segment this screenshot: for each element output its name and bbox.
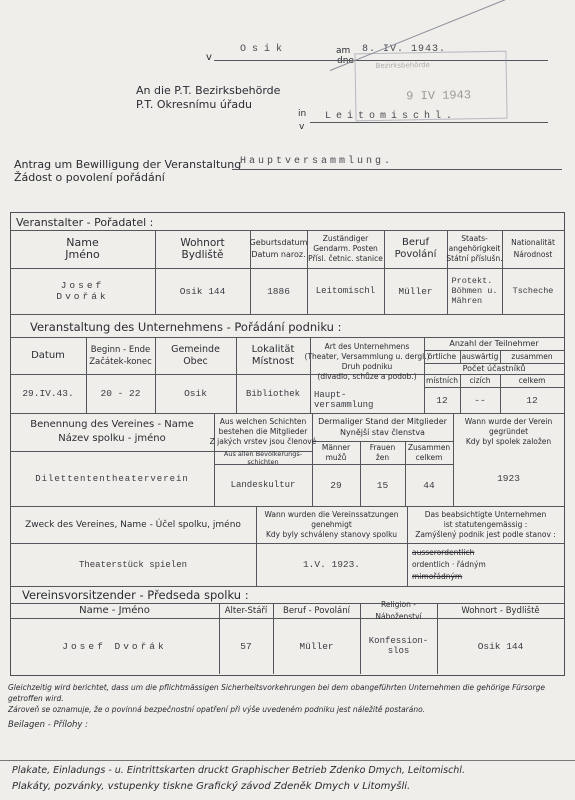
organizer-nation: Tscheche — [512, 286, 554, 296]
event-art: Haupt- versammlung — [314, 390, 374, 410]
club-manner-header: Männer mužů — [321, 442, 351, 462]
organizer-staat: Protekt. Böhmen u. Mähren — [451, 276, 498, 306]
place-prefix: v — [206, 52, 212, 63]
event-pocet-header: Počet účastníků — [462, 363, 526, 373]
city-rule — [310, 122, 548, 123]
club-satzungen: 1.V. 1923. — [302, 559, 360, 570]
club-zus-header: Zusammen celkem — [407, 442, 451, 462]
event-datum-header: Datum — [31, 349, 65, 361]
printer-cz: Plakáty, pozvánky, vstupenky tiskne Grafický závod Zdeněk Dmych v Litomyšli. — [12, 781, 411, 792]
organizer-wohnort: Osik 144 — [179, 285, 226, 297]
chairman-name: Josef Dvořák — [62, 640, 167, 652]
event-gemeinde-header: Gemeinde Obec — [171, 343, 220, 367]
event-lokalitat-header: Lokalität Místnost — [251, 343, 295, 367]
club-schichten-header: Aus welchen Schichten bestehen die Mitglieder Z jakých vrstev jsou členové — [209, 417, 317, 446]
date-prefix-cz: dne — [337, 56, 354, 66]
event-art-header: Art des Unternehmens (Theater, Versammlung u. dergl.) Druh podniku (divadlo, schůze a podob.) — [304, 342, 430, 381]
club-satzungen-header: Wann wurden die Vereinssatzungen genehmigt Kdy byly schváleny stanovy spolku — [264, 509, 399, 539]
organizer-gendarm-header: Zuständiger Gendarm. Posten Přísl. četnic. stanice — [308, 234, 383, 263]
chairman-alter: 57 — [240, 640, 252, 652]
club-manner: 29 — [330, 479, 342, 491]
chairman-wohnort: Osik 144 — [477, 640, 524, 652]
chairman-alter-header: Alter-Stáří — [224, 605, 268, 616]
club-frauen-header: Frauen žen — [369, 442, 396, 462]
chairman-religion-header: Religion - Náboženství — [375, 599, 422, 621]
office-stamp: Bezirksbehörde 9 IV 1943 — [354, 51, 507, 122]
request-value: Hauptversammlung. — [240, 156, 394, 167]
chairman-title: Vereinsvorsitzender - Předseda spolku : — [22, 588, 249, 602]
club-gegrundet-header: Wann wurde der Verein gegründet Kdy byl spolek založen — [464, 417, 553, 446]
event-ortlich-header: örtliche — [427, 351, 457, 361]
organizer-gendarm: Leitomischl — [315, 286, 376, 296]
date-value: 8. IV. 1943. — [362, 44, 447, 55]
organizer-beruf-header: Beruf Povolání — [394, 237, 437, 260]
chairman-beruf: Müller — [299, 640, 334, 652]
club-frauen: 15 — [376, 479, 389, 491]
club-zweck-header: Zweck des Vereines, Name - Účel spolku, jméno — [25, 519, 241, 530]
club-stand-header: Dermaliger Stand der Mitglieder Nynější stav členstva — [318, 417, 447, 437]
stamp-date: 9 IV 1943 — [406, 88, 472, 104]
event-datum: 29.IV.43. — [22, 388, 74, 399]
in-prefix-cz: v — [299, 122, 305, 132]
event-beginn-header: Beginn - Ende Začátek-konec — [89, 344, 152, 367]
club-option-ausserordentlich: ausserordentlich — [412, 548, 475, 557]
event-beginn: 20 - 22 — [100, 388, 141, 399]
chairman-wohnort-header: Wohnort - Bydliště — [461, 605, 540, 616]
event-zusammen-header: zusammen — [511, 351, 553, 361]
organizer-nation-header: Nationalität Národnost — [511, 238, 555, 259]
in-prefix: in — [298, 109, 307, 119]
organizer-staat-header: Staats- angehörigkeit Státní příslušn. — [446, 234, 503, 263]
club-bevolk-header: Aus allen Bevölkerungs- schichten — [223, 449, 303, 466]
event-mistni-header: místních — [426, 375, 458, 385]
club-option-mimoradnym: mimořádným — [412, 572, 463, 581]
event-anzahl-header: Anzahl der Teilnehmer — [449, 338, 539, 348]
event-auswartig-header: auswärtig — [461, 351, 499, 361]
event-gemeinde: Osik — [184, 388, 207, 399]
club-gegrundet: 1923 — [497, 473, 520, 484]
club-name-header: Benennung des Vereines - Name Název spolku - jméno — [30, 419, 194, 444]
club-zweck: Theaterstück spielen — [78, 559, 188, 570]
request-label-de: Antrag um Bewilligung der Veranstaltung — [14, 158, 242, 171]
place-value: Osik — [240, 44, 289, 55]
beilagen-label: Beilagen - Přílohy : — [8, 720, 89, 730]
club-option-ordentlich: ordentlich · řádným — [412, 560, 486, 569]
safety-note-de: Gleichzeitig wird berichtet, dass um die pflichtmässigen Sicherheitsvorkehrungen bei dem obangeführten Unternehmen die gehörige Fürsorge getroffen wird. — [8, 683, 545, 703]
club-statut-header: Das beabsichtigte Unternehmen ist statutengemässig : Zamýšlený podnik jest podle stanov : — [415, 509, 556, 539]
event-cizich-header: cizích — [469, 375, 491, 385]
organizer-name-header: Name Jméno — [65, 236, 100, 261]
organizer-geburt-header: Geburtsdatum Datum naroz. — [249, 238, 308, 259]
event-ortlich: 12 — [436, 394, 448, 406]
event-celkem-header: celkem — [518, 375, 546, 385]
event-title: Veranstaltung des Unternehmens - Pořádání podniku : — [30, 320, 342, 334]
event-zusammen: 12 — [526, 394, 538, 406]
addressee-de: An die P.T. Bezirksbehörde — [136, 84, 281, 97]
organizer-name: Josef Dvořák — [56, 280, 109, 302]
event-lokalitat: Bibliothek — [245, 388, 300, 399]
chairman-beruf-header: Beruf - Povolání — [283, 605, 350, 616]
date-prefix: am — [336, 46, 351, 56]
chairman-religion: Konfession- slos — [368, 636, 429, 656]
chairman-name-header: Name - Jméno — [79, 604, 150, 616]
organizer-beruf: Müller — [398, 285, 433, 297]
organizer-title: Veranstalter - Pořadatel : — [16, 216, 154, 229]
club-schichten: Landeskultur — [230, 480, 296, 490]
request-rule — [232, 169, 562, 170]
club-name: Dilettententheaterverein — [35, 473, 189, 484]
request-label-cz: Žádost o povolení pořádání — [14, 171, 165, 184]
organizer-wohnort-header: Wohnort Bydliště — [180, 237, 225, 261]
city-value: Leitomischl. — [325, 111, 458, 122]
organizer-geburt: 1886 — [267, 285, 290, 297]
printer-de: Plakate, Einladungs - u. Eintrittskarten druckt Graphischer Betrieb Zdenko Dmych, Leitomischl. — [12, 765, 465, 776]
addressee-cz: P.T. Okresnímu úřadu — [136, 98, 253, 111]
club-zusammen: 44 — [423, 479, 435, 491]
safety-note-cz: Zároveň se oznamuje, že o povinná bezpečnostní opatření při výše uvedeném podniku jest náležitě postaráno. — [8, 705, 426, 714]
event-auswartig: -- — [474, 394, 486, 406]
